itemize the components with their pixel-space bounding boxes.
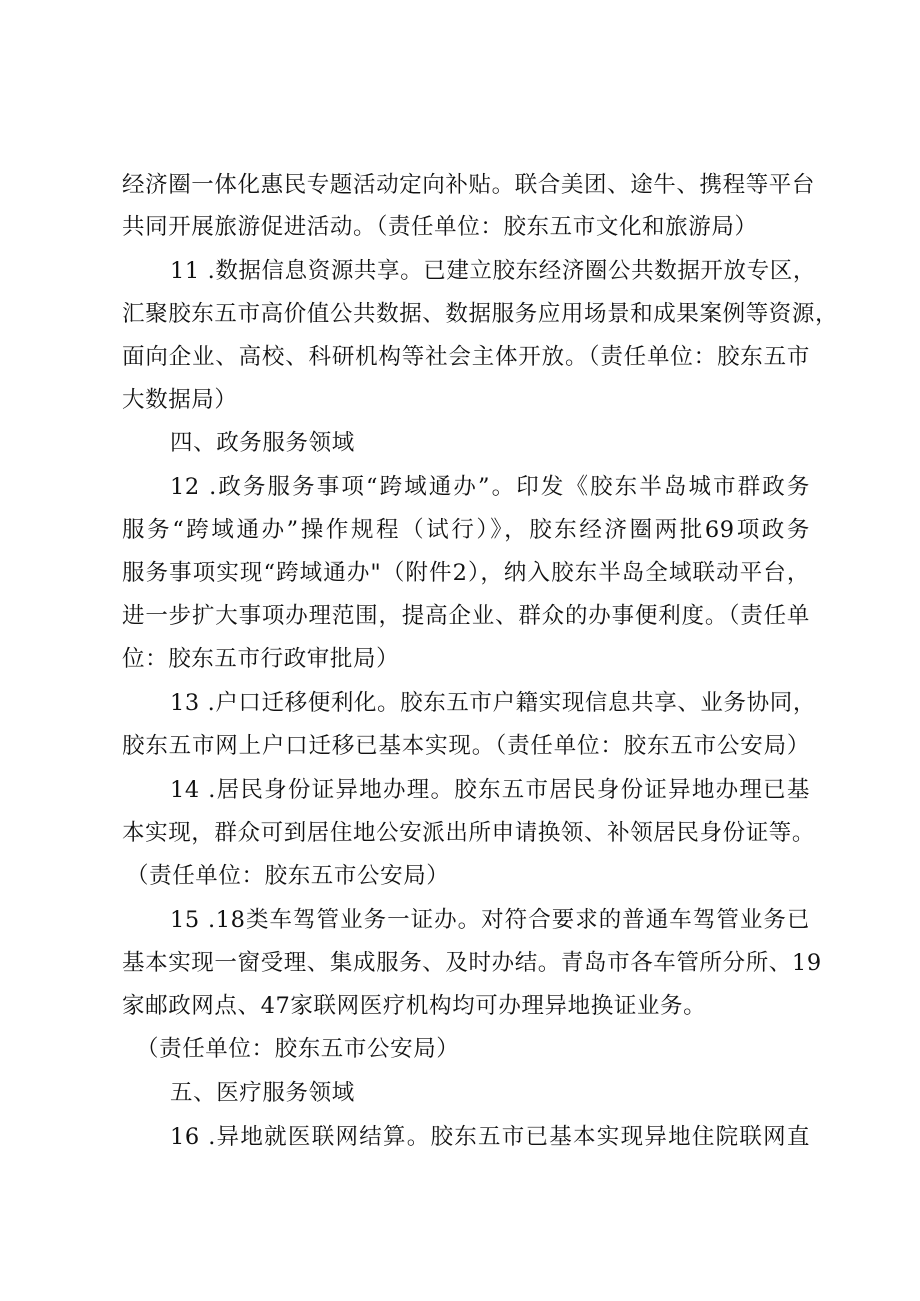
item-11-title-line: 11 .数据信息资源共享。已建立胶东经济圈公共数据开放专区， bbox=[170, 258, 816, 284]
item-14-title-line: 14 .居民身份证异地办理。胶东五市居民身份证异地办理已基 bbox=[170, 777, 810, 803]
section-heading-medical-services: 五、医疗服务领域 bbox=[170, 1080, 355, 1106]
paragraph-line: 基本实现一窗受理、集成服务、及时办结。青岛市各车管所分所、19 bbox=[122, 950, 822, 976]
paragraph-line: 家邮政网点、47家联网医疗机构均可办理异地换证业务。 bbox=[122, 993, 707, 1019]
paragraph-line: 胶东五市网上户口迁移已基本实现。（责任单位：胶东五市公安局） bbox=[122, 733, 810, 759]
item-15-title-line: 15 .18类车驾管业务一证办。对符合要求的普通车驾管业务已 bbox=[170, 907, 810, 933]
paragraph-line: 本实现，群众可到居住地公安派出所申请换领、补领居民身份证等。 bbox=[122, 820, 816, 846]
paragraph-line: （责任单位：胶东五市公安局） bbox=[126, 863, 450, 889]
item-13-title-line: 13 .户口迁移便利化。胶东五市户籍实现信息共享、业务协同， bbox=[170, 690, 816, 716]
paragraph-line: 经济圈一体化惠民专题活动定向补贴。联合美团、途牛、携程等平台 bbox=[122, 172, 816, 198]
paragraph-line: 汇聚胶东五市高价值公共数据、数据服务应用场景和成果案例等资源， bbox=[122, 301, 839, 327]
paragraph-line: 位：胶东五市行政审批局） bbox=[122, 646, 400, 672]
paragraph-line: 大数据局） bbox=[122, 387, 238, 413]
item-12-title-line: 12 .政务服务事项“跨域通办”。印发《胶东半岛城市群政务 bbox=[170, 474, 810, 500]
section-heading-government-services: 四、政务服务领域 bbox=[170, 430, 355, 456]
paragraph-line: 服务“跨域通办”操作规程（试行）》，胶东经济圈两批69项政务 bbox=[122, 517, 810, 543]
paragraph-line: （责任单位：胶东五市公安局） bbox=[136, 1036, 460, 1062]
paragraph-line: 面向企业、高校、科研机构等社会主体开放。（责任单位：胶东五市 bbox=[122, 344, 810, 370]
paragraph-line: 进一步扩大事项办理范围，提高企业、群众的办事便利度。（责任单 bbox=[122, 603, 810, 629]
item-16-title-line: 16 .异地就医联网结算。胶东五市已基本实现异地住院联网直 bbox=[170, 1124, 810, 1150]
paragraph-line: 服务事项实现“跨域通办"（附件2），纳入胶东半岛全域联动平台， bbox=[122, 560, 810, 586]
paragraph-line: 共同开展旅游促进活动。（责任单位：胶东五市文化和旅游局） bbox=[122, 214, 758, 240]
